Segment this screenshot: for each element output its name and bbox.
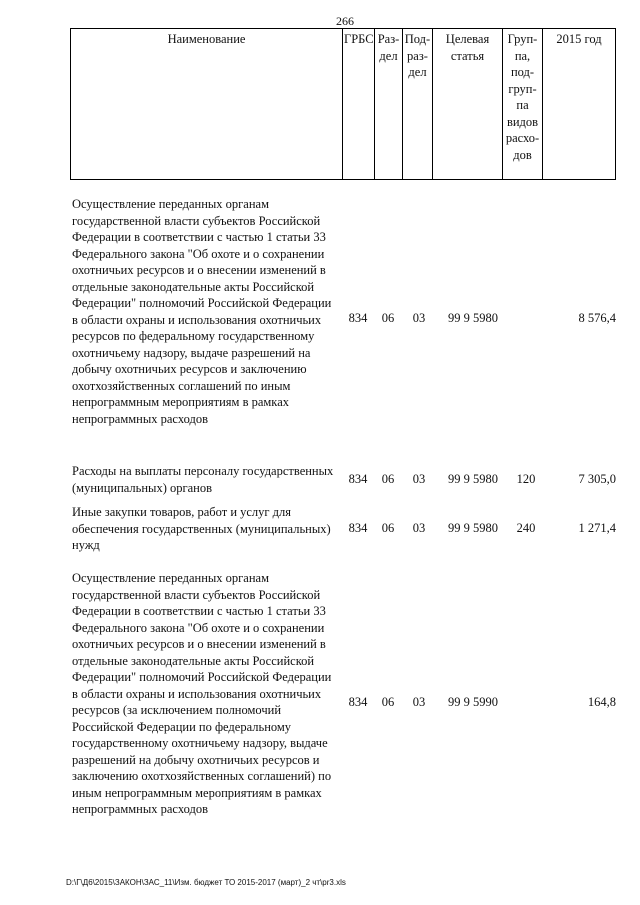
header-podrazdel: Под- раз- дел	[403, 29, 433, 180]
row-gruppa: 120	[516, 472, 536, 486]
row-name: Расходы на выплаты персоналу государственных (муниципальных) органов	[72, 464, 334, 495]
row-name: Иные закупки товаров, работ и услуг для обеспечения государственных (муниципальных) нужд	[72, 505, 331, 552]
file-path-footer: D:\Г\Д6\2015\ЗАКОН\ЗАС_11\Изм. бюджет ТО 2015-2017 (март)_2 чт\pr3.xls	[66, 878, 346, 887]
row-celevaya: 99 9 5990	[448, 695, 498, 709]
row-sum: 8 576,4	[578, 311, 616, 325]
page-number: 266	[336, 14, 354, 28]
row-celevaya: 99 9 5980	[448, 521, 498, 535]
row-celevaya: 99 9 5980	[448, 311, 498, 325]
row-grbs: 834	[348, 695, 368, 709]
row-sum: 164,8	[587, 695, 616, 709]
row-podrazdel: 03	[412, 695, 426, 709]
row-name: Осуществление переданных органам государственной власти субъектов Российской Федерации в соответствии с частью 1 статьи 33 Федерального закона "Об охоте и о сохранении охотничьих ресурсов и о внесении изменений в отдельные законодательные акты Российской Федерации" полномочий Российской Федерации в области охраны и использования охотничьих ресурсов по федеральному государственному охотничьему надзору, выдаче разрешений на добычу охотничьих ресурсов и заключению охотхозяйственных соглашений по иным непрограммным мероприятиям в рамках непрограммных расходов	[72, 197, 332, 426]
row-grbs: 834	[348, 521, 368, 535]
row-celevaya: 99 9 5980	[448, 472, 498, 486]
header-celevaya: Целевая статья	[433, 29, 503, 180]
table-header	[70, 28, 616, 180]
row-sum: 7 305,0	[578, 472, 616, 486]
header-gruppa: Груп- па, под- груп- па видов расхо- дов	[503, 29, 543, 180]
row-podrazdel: 03	[412, 311, 426, 325]
header-razdel: Раз- дел	[375, 29, 403, 180]
header-name: Наименование	[71, 29, 343, 180]
row-razdel: 06	[381, 695, 395, 709]
row-gruppa: 240	[516, 521, 536, 535]
header-year: 2015 год	[543, 29, 616, 180]
row-podrazdel: 03	[412, 521, 426, 535]
row-grbs: 834	[348, 311, 368, 325]
row-razdel: 06	[381, 472, 395, 486]
row-grbs: 834	[348, 472, 368, 486]
row-name: Осуществление переданных органам государственной власти субъектов Российской Федерации в соответствии с частью 1 статьи 33 Федерального закона "Об охоте и о сохранении охотничьих ресурсов и о внесении изменений в отдельные законодательные акты Российской Федерации" полномочий Российской Федерации в области охраны и использования охотничьих ресурсов (за исключением полномочий Российской Федерации по федеральному государственному охотничьему надзору, выдаче разрешений на добычу охотничьих ресурсов и заключению охотхозяйственных соглашений) по иным непрограммным мероприятиям в рамках непрограммных расходов	[72, 571, 332, 816]
row-podrazdel: 03	[412, 472, 426, 486]
row-sum: 1 271,4	[578, 521, 616, 535]
row-razdel: 06	[381, 311, 395, 325]
header-grbs: ГРБС	[343, 29, 375, 180]
row-razdel: 06	[381, 521, 395, 535]
